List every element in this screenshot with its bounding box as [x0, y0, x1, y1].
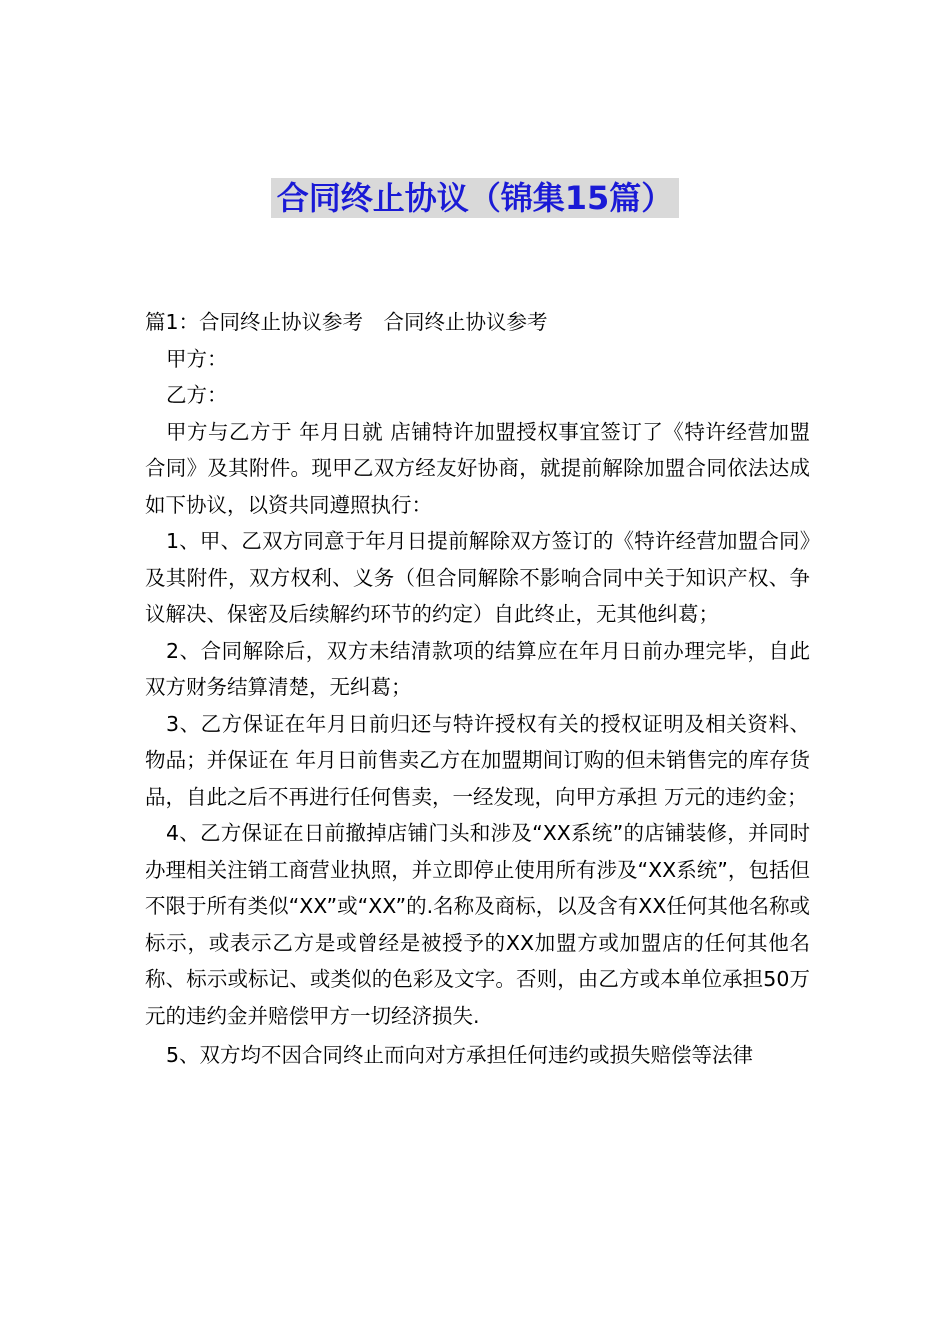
- section-heading: 篇1：合同终止协议参考 合同终止协议参考: [145, 310, 548, 334]
- document-title: 合同终止协议（锦集15篇）: [271, 178, 680, 218]
- clause-3: 3、乙方保证在年月日前归还与特许授权有关的授权证明及相关资料、物品；并保证在 年月日前售卖乙方在加盟期间订购的但未销售完的库存货品，自此之后不再进行任何售卖，一经发现，向甲方承担 万元的违约金；: [145, 711, 810, 809]
- clause-4: 4、乙方保证在日前撤掉店铺门头和涉及“XX系统”的店铺装修，并同时办理相关注销工商营业执照，并立即停止使用所有涉及“XX系统”，包括但不限于所有类似“XX”或“XX”的.名称及商标，以及含有XX任何其他名称或标示，或表示乙方是或曾经是被授予的XX加盟方或加盟店的任何其他名称、标示或标记、或类似的色彩及文字。否则，由乙方或本单位承担50万元的违约金并赔偿甲方一切经济损失.: [145, 821, 810, 1028]
- clause-5: 5、双方均不因合同终止而向对方承担任何违约或损失赔偿等法律: [166, 1043, 754, 1067]
- title-container: [0, 178, 950, 218]
- party-b-line: 乙方：: [166, 383, 228, 407]
- party-a-line: 甲方：: [166, 346, 228, 371]
- document-body: [145, 304, 810, 1074]
- preamble-paragraph: 甲方与乙方于 年月日就 店铺特许加盟授权事宜签订了《特许经营加盟合同》及其附件。现甲乙双方经友好协商，就提前解除加盟合同依法达成如下协议，以资共同遵照执行：: [145, 419, 810, 517]
- clause-2: 2、合同解除后，双方未结清款项的结算应在年月日前办理完毕，自此双方财务结算清楚，无纠葛；: [145, 638, 810, 699]
- clause-1: 1、甲、乙双方同意于年月日提前解除双方签订的《特许经营加盟合同》及其附件，双方权利、义务（但合同解除不影响合同中关于知识产权、争议解决、保密及后续解约环节的约定）自此终止，无其他纠葛；: [145, 529, 810, 626]
